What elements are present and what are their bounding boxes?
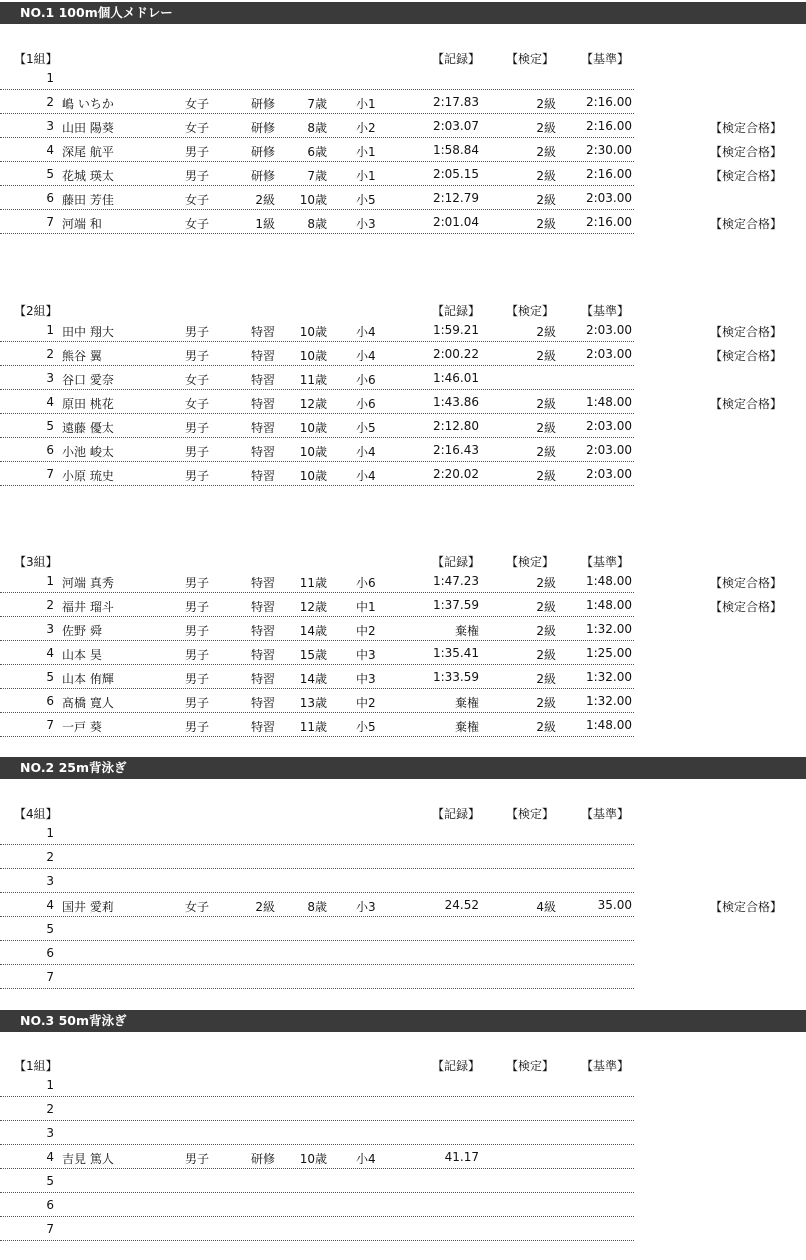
lane-number: 4 (46, 898, 54, 912)
class-level: 特習 (250, 421, 275, 435)
event-header: NO.2 25m背泳ぎ (0, 757, 806, 779)
record-time: 2:20.02 (432, 467, 479, 481)
age: 10歳 (299, 193, 327, 207)
standard-time: 2:16.00 (585, 167, 632, 181)
gender: 男子 (185, 696, 210, 710)
swimmer-name: 深尾 航平 (62, 145, 114, 159)
age: 15歳 (299, 648, 327, 662)
test-grade: 2級 (536, 648, 556, 662)
standard-time: 2:16.00 (585, 119, 632, 133)
class-level: 特習 (250, 397, 275, 411)
school-grade: 小6 (356, 576, 376, 590)
record-header: 【記録】 (432, 304, 481, 318)
table-row (0, 1168, 634, 1193)
lane-number: 5 (46, 670, 54, 684)
swimmer-name: 小池 峻太 (62, 445, 114, 459)
record-time: 1:46.01 (432, 371, 479, 385)
group-label: 【2組】 (14, 304, 58, 318)
age: 10歳 (299, 349, 327, 363)
table-row (0, 137, 634, 162)
age: 10歳 (299, 421, 327, 435)
standard-time: 35.00 (597, 898, 632, 912)
record-time: 2:01.04 (432, 215, 479, 229)
school-grade: 小4 (356, 469, 376, 483)
standard-header: 【基準】 (581, 304, 630, 318)
school-grade: 中2 (356, 624, 376, 638)
swimmer-name: 吉見 篤人 (62, 1152, 114, 1166)
lane-number: 4 (46, 143, 54, 157)
class-level: 研修 (250, 97, 275, 111)
age: 13歳 (299, 696, 327, 710)
school-grade: 小2 (356, 121, 376, 135)
age: 7歳 (307, 97, 327, 111)
age: 14歳 (299, 672, 327, 686)
class-level: 特習 (250, 696, 275, 710)
record-time: 2:12.80 (432, 419, 479, 433)
standard-time: 2:16.00 (585, 95, 632, 109)
class-level: 特習 (250, 325, 275, 339)
gender: 女子 (185, 217, 210, 231)
lane-number: 7 (46, 215, 54, 229)
record-time: 1:59.21 (432, 323, 479, 337)
lane-number: 2 (46, 347, 54, 361)
pass-badge: 【検定合格】 (710, 169, 783, 183)
grade-header: 【検定】 (506, 1059, 555, 1073)
lane-number: 7 (46, 1222, 54, 1236)
pass-badge: 【検定合格】 (710, 397, 783, 411)
test-grade: 2級 (536, 97, 556, 111)
lane-number: 3 (46, 1126, 54, 1140)
table-row (0, 341, 634, 366)
standard-time: 2:03.00 (585, 443, 632, 457)
swimmer-name: 山本 侑輝 (62, 672, 114, 686)
class-level: 特習 (250, 576, 275, 590)
class-level: 特習 (250, 720, 275, 734)
table-row (0, 664, 634, 689)
test-grade: 2級 (536, 217, 556, 231)
test-grade: 2級 (536, 145, 556, 159)
lane-number: 1 (46, 323, 54, 337)
lane-number: 4 (46, 1150, 54, 1164)
gender: 女子 (185, 373, 210, 387)
school-grade: 小6 (356, 397, 376, 411)
table-row (0, 365, 634, 390)
standard-time: 1:25.00 (585, 646, 632, 660)
swimmer-name: 田中 翔大 (62, 325, 114, 339)
age: 8歳 (307, 121, 327, 135)
lane-number: 4 (46, 646, 54, 660)
standard-time: 2:03.00 (585, 323, 632, 337)
gender: 女子 (185, 193, 210, 207)
swimmer-name: 遠藤 優太 (62, 421, 114, 435)
table-row (0, 568, 634, 593)
swimmer-name: 一戸 葵 (62, 720, 102, 734)
record-time: 棄権 (454, 720, 479, 734)
test-grade: 2級 (536, 624, 556, 638)
table-row (0, 1216, 634, 1241)
lane-number: 3 (46, 371, 54, 385)
record-time: 1:47.23 (432, 574, 479, 588)
school-grade: 小1 (356, 145, 376, 159)
lane-number: 6 (46, 443, 54, 457)
record-time: 24.52 (444, 898, 479, 912)
standard-time: 1:48.00 (585, 718, 632, 732)
grade-header: 【検定】 (506, 52, 555, 66)
swimmer-name: 河端 和 (62, 217, 102, 231)
class-level: 研修 (250, 121, 275, 135)
table-row (0, 1120, 634, 1145)
test-grade: 2級 (536, 169, 556, 183)
group-label: 【1組】 (14, 52, 58, 66)
record-time: 1:33.59 (432, 670, 479, 684)
gender: 男子 (185, 672, 210, 686)
class-level: 特習 (250, 648, 275, 662)
gender: 女子 (185, 121, 210, 135)
table-row (0, 688, 634, 713)
table-row (0, 1192, 634, 1217)
class-level: 特習 (250, 373, 275, 387)
standard-time: 2:03.00 (585, 347, 632, 361)
test-grade: 2級 (536, 600, 556, 614)
swimmer-name: 原田 桃花 (62, 397, 114, 411)
test-grade: 2級 (536, 469, 556, 483)
age: 7歳 (307, 169, 327, 183)
swimmer-name: 小原 琉史 (62, 469, 114, 483)
record-header: 【記録】 (432, 1059, 481, 1073)
record-header: 【記録】 (432, 807, 481, 821)
standard-time: 1:32.00 (585, 670, 632, 684)
lane-number: 2 (46, 1102, 54, 1116)
gender: 女子 (185, 397, 210, 411)
standard-header: 【基準】 (581, 807, 630, 821)
test-grade: 2級 (536, 349, 556, 363)
table-row (0, 844, 634, 869)
test-grade: 2級 (536, 672, 556, 686)
swimmer-name: 嶋 いちか (62, 97, 114, 111)
gender: 男子 (185, 349, 210, 363)
lane-number: 3 (46, 119, 54, 133)
gender: 男子 (185, 469, 210, 483)
pass-badge: 【検定合格】 (710, 900, 783, 914)
swimmer-name: 熊谷 翼 (62, 349, 102, 363)
class-level: 特習 (250, 624, 275, 638)
table-row (0, 317, 634, 342)
age: 12歳 (299, 600, 327, 614)
lane-number: 5 (46, 167, 54, 181)
record-time: 棄権 (454, 624, 479, 638)
group-label: 【4組】 (14, 807, 58, 821)
pass-badge: 【検定合格】 (710, 217, 783, 231)
table-row (0, 113, 634, 138)
table-row (0, 209, 634, 234)
lane-number: 6 (46, 191, 54, 205)
test-grade: 2級 (536, 325, 556, 339)
lane-number: 5 (46, 419, 54, 433)
table-row (0, 820, 634, 845)
lane-number: 7 (46, 718, 54, 732)
record-time: 1:43.86 (432, 395, 479, 409)
gender: 男子 (185, 445, 210, 459)
gender: 男子 (185, 325, 210, 339)
standard-time: 1:48.00 (585, 395, 632, 409)
pass-badge: 【検定合格】 (710, 576, 783, 590)
gender: 男子 (185, 648, 210, 662)
lane-number: 5 (46, 922, 54, 936)
school-grade: 小1 (356, 97, 376, 111)
class-level: 2級 (255, 900, 275, 914)
table-row (0, 437, 634, 462)
lane-number: 3 (46, 622, 54, 636)
age: 10歳 (299, 325, 327, 339)
record-time: 2:00.22 (432, 347, 479, 361)
test-grade: 2級 (536, 696, 556, 710)
gender: 男子 (185, 169, 210, 183)
record-header: 【記録】 (432, 555, 481, 569)
swimmer-name: 山本 昊 (62, 648, 102, 662)
pass-badge: 【検定合格】 (710, 325, 783, 339)
age: 10歳 (299, 445, 327, 459)
record-time: 2:05.15 (432, 167, 479, 181)
swimmer-name: 髙橋 寛人 (62, 696, 114, 710)
standard-time: 2:16.00 (585, 215, 632, 229)
lane-number: 1 (46, 826, 54, 840)
school-grade: 小6 (356, 373, 376, 387)
school-grade: 小4 (356, 325, 376, 339)
record-header: 【記録】 (432, 52, 481, 66)
school-grade: 小5 (356, 421, 376, 435)
standard-header: 【基準】 (581, 1059, 630, 1073)
pass-badge: 【検定合格】 (710, 121, 783, 135)
age: 12歳 (299, 397, 327, 411)
gender: 男子 (185, 624, 210, 638)
lane-number: 5 (46, 1174, 54, 1188)
pass-badge: 【検定合格】 (710, 145, 783, 159)
standard-time: 2:03.00 (585, 191, 632, 205)
class-level: 研修 (250, 145, 275, 159)
lane-number: 6 (46, 694, 54, 708)
test-grade: 2級 (536, 121, 556, 135)
table-row (0, 592, 634, 617)
standard-time: 2:03.00 (585, 467, 632, 481)
standard-time: 1:32.00 (585, 622, 632, 636)
record-time: 1:58.84 (432, 143, 479, 157)
record-time: 41.17 (444, 1150, 479, 1164)
lane-number: 1 (46, 71, 54, 85)
record-time: 2:16.43 (432, 443, 479, 457)
record-time: 1:35.41 (432, 646, 479, 660)
test-grade: 2級 (536, 720, 556, 734)
gender: 男子 (185, 1152, 210, 1166)
table-row (0, 892, 634, 917)
school-grade: 小5 (356, 193, 376, 207)
class-level: 特習 (250, 672, 275, 686)
gender: 女子 (185, 97, 210, 111)
event-header: NO.3 50m背泳ぎ (0, 1010, 806, 1032)
school-grade: 小4 (356, 445, 376, 459)
test-grade: 4級 (536, 900, 556, 914)
school-grade: 小1 (356, 169, 376, 183)
class-level: 研修 (250, 1152, 275, 1166)
age: 8歳 (307, 217, 327, 231)
table-row (0, 712, 634, 737)
standard-time: 2:03.00 (585, 419, 632, 433)
lane-number: 1 (46, 1078, 54, 1092)
table-row (0, 868, 634, 893)
gender: 男子 (185, 576, 210, 590)
table-row (0, 916, 634, 941)
event-header: NO.1 100m個人メドレー (0, 2, 806, 24)
group-label: 【3組】 (14, 555, 58, 569)
test-grade: 2級 (536, 421, 556, 435)
test-grade: 2級 (536, 445, 556, 459)
school-grade: 小4 (356, 349, 376, 363)
table-row (0, 65, 634, 90)
group-label: 【1組】 (14, 1059, 58, 1073)
table-row (0, 1144, 634, 1169)
table-row (0, 964, 634, 989)
age: 11歳 (299, 576, 327, 590)
gender: 男子 (185, 600, 210, 614)
swimmer-name: 佐野 舜 (62, 624, 102, 638)
gender: 男子 (185, 145, 210, 159)
pass-badge: 【検定合格】 (710, 600, 783, 614)
table-row (0, 1096, 634, 1121)
gender: 男子 (185, 720, 210, 734)
record-time: 2:03.07 (432, 119, 479, 133)
class-level: 研修 (250, 169, 275, 183)
lane-number: 4 (46, 395, 54, 409)
standard-header: 【基準】 (581, 52, 630, 66)
class-level: 特習 (250, 469, 275, 483)
school-grade: 小4 (356, 1152, 376, 1166)
table-row (0, 89, 634, 114)
table-row (0, 616, 634, 641)
pass-badge: 【検定合格】 (710, 349, 783, 363)
school-grade: 中3 (356, 672, 376, 686)
swimmer-name: 花城 瑛太 (62, 169, 114, 183)
lane-number: 3 (46, 874, 54, 888)
age: 11歳 (299, 720, 327, 734)
swimmer-name: 河端 真秀 (62, 576, 114, 590)
lane-number: 7 (46, 970, 54, 984)
age: 14歳 (299, 624, 327, 638)
standard-time: 1:48.00 (585, 574, 632, 588)
standard-time: 2:30.00 (585, 143, 632, 157)
grade-header: 【検定】 (506, 304, 555, 318)
record-time: 2:12.79 (432, 191, 479, 205)
swimmer-name: 藤田 芳佳 (62, 193, 114, 207)
class-level: 2級 (255, 193, 275, 207)
standard-time: 1:32.00 (585, 694, 632, 708)
class-level: 1級 (255, 217, 275, 231)
lane-number: 1 (46, 574, 54, 588)
test-grade: 2級 (536, 397, 556, 411)
school-grade: 小3 (356, 900, 376, 914)
swimmer-name: 福井 瑠斗 (62, 600, 114, 614)
lane-number: 6 (46, 946, 54, 960)
age: 6歳 (307, 145, 327, 159)
lane-number: 7 (46, 467, 54, 481)
gender: 男子 (185, 421, 210, 435)
school-grade: 小3 (356, 217, 376, 231)
table-row (0, 940, 634, 965)
standard-time: 1:48.00 (585, 598, 632, 612)
swimmer-name: 国井 愛莉 (62, 900, 114, 914)
class-level: 特習 (250, 600, 275, 614)
table-row (0, 1072, 634, 1097)
age: 11歳 (299, 373, 327, 387)
school-grade: 中1 (356, 600, 376, 614)
age: 8歳 (307, 900, 327, 914)
age: 10歳 (299, 1152, 327, 1166)
age: 10歳 (299, 469, 327, 483)
record-time: 1:37.59 (432, 598, 479, 612)
table-row (0, 389, 634, 414)
gender: 女子 (185, 900, 210, 914)
table-row (0, 461, 634, 486)
lane-number: 6 (46, 1198, 54, 1212)
grade-header: 【検定】 (506, 555, 555, 569)
class-level: 特習 (250, 349, 275, 363)
lane-number: 2 (46, 850, 54, 864)
swimmer-name: 山田 陽葵 (62, 121, 114, 135)
lane-number: 2 (46, 598, 54, 612)
table-row (0, 161, 634, 186)
table-row (0, 413, 634, 438)
swimmer-name: 谷口 愛奈 (62, 373, 114, 387)
record-time: 2:17.83 (432, 95, 479, 109)
table-row (0, 185, 634, 210)
test-grade: 2級 (536, 193, 556, 207)
grade-header: 【検定】 (506, 807, 555, 821)
class-level: 特習 (250, 445, 275, 459)
table-row (0, 640, 634, 665)
lane-number: 2 (46, 95, 54, 109)
test-grade: 2級 (536, 576, 556, 590)
school-grade: 中3 (356, 648, 376, 662)
standard-header: 【基準】 (581, 555, 630, 569)
school-grade: 小5 (356, 720, 376, 734)
school-grade: 中2 (356, 696, 376, 710)
record-time: 棄権 (454, 696, 479, 710)
